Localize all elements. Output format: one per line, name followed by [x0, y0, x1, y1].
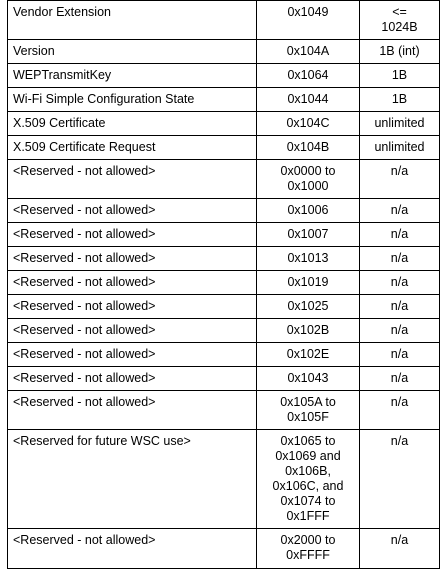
- attribute-name-cell: <Reserved - not allowed>: [8, 271, 257, 295]
- attribute-length-cell: n/a: [360, 391, 440, 430]
- attribute-name-cell: <Reserved - not allowed>: [8, 391, 257, 430]
- attribute-id-cell: 0x1006: [257, 199, 360, 223]
- attribute-length-cell: n/a: [360, 223, 440, 247]
- attribute-length-cell: 1B (int): [360, 40, 440, 64]
- attribute-name-cell: <Reserved - not allowed>: [8, 160, 257, 199]
- table-row: [8, 1, 440, 40]
- attribute-length-cell: n/a: [360, 271, 440, 295]
- attribute-id-cell: 0x104C: [257, 112, 360, 136]
- attribute-name-cell: <Reserved - not allowed>: [8, 247, 257, 271]
- attribute-name-cell: <Reserved - not allowed>: [8, 529, 257, 569]
- attribute-length-cell: n/a: [360, 199, 440, 223]
- attribute-length-cell: unlimited: [360, 112, 440, 136]
- attribute-length-cell: <= 1024B: [360, 1, 440, 40]
- attribute-id-cell: 0x1007: [257, 223, 360, 247]
- attribute-id-cell: 0x1025: [257, 295, 360, 319]
- attribute-table: [7, 0, 440, 569]
- attribute-length-cell: n/a: [360, 529, 440, 569]
- table-row: [8, 199, 440, 223]
- table-row: [8, 367, 440, 391]
- attribute-name-cell: Vendor Extension: [8, 1, 257, 40]
- table-row: [8, 430, 440, 529]
- attribute-id-cell: 0x1065 to 0x1069 and 0x106B, 0x106C, and 0x1074 to 0x1FFF: [257, 430, 360, 529]
- attribute-name-cell: <Reserved - not allowed>: [8, 295, 257, 319]
- attribute-length-cell: unlimited: [360, 136, 440, 160]
- attribute-id-cell: 0x1013: [257, 247, 360, 271]
- attribute-id-cell: 0x1019: [257, 271, 360, 295]
- attribute-length-cell: n/a: [360, 160, 440, 199]
- table-row: [8, 271, 440, 295]
- attribute-name-cell: WEPTransmitKey: [8, 64, 257, 88]
- table-row: [8, 247, 440, 271]
- attribute-length-cell: n/a: [360, 247, 440, 271]
- table-row: [8, 223, 440, 247]
- table-row: [8, 88, 440, 112]
- attribute-name-cell: <Reserved - not allowed>: [8, 199, 257, 223]
- attribute-name-cell: Version: [8, 40, 257, 64]
- table-row: [8, 136, 440, 160]
- attribute-id-cell: 0x105A to 0x105F: [257, 391, 360, 430]
- attribute-name-cell: <Reserved - not allowed>: [8, 223, 257, 247]
- attribute-id-cell: 0x104B: [257, 136, 360, 160]
- attribute-length-cell: n/a: [360, 319, 440, 343]
- table-row: [8, 40, 440, 64]
- attribute-length-cell: n/a: [360, 295, 440, 319]
- attribute-name-cell: <Reserved - not allowed>: [8, 367, 257, 391]
- attribute-length-cell: n/a: [360, 343, 440, 367]
- table-row: [8, 160, 440, 199]
- attribute-id-cell: 0x102B: [257, 319, 360, 343]
- attribute-name-cell: <Reserved - not allowed>: [8, 319, 257, 343]
- attribute-name-cell: <Reserved for future WSC use>: [8, 430, 257, 529]
- table-row: [8, 112, 440, 136]
- attribute-id-cell: 0x2000 to 0xFFFF: [257, 529, 360, 569]
- attribute-id-cell: 0x1044: [257, 88, 360, 112]
- attribute-length-cell: n/a: [360, 367, 440, 391]
- attribute-length-cell: n/a: [360, 430, 440, 529]
- attribute-length-cell: 1B: [360, 88, 440, 112]
- table-row: [8, 295, 440, 319]
- attribute-name-cell: X.509 Certificate: [8, 112, 257, 136]
- table-row: [8, 319, 440, 343]
- attribute-id-cell: 0x0000 to 0x1000: [257, 160, 360, 199]
- table-row: [8, 391, 440, 430]
- attribute-name-cell: X.509 Certificate Request: [8, 136, 257, 160]
- attribute-id-cell: 0x1043: [257, 367, 360, 391]
- attribute-name-cell: <Reserved - not allowed>: [8, 343, 257, 367]
- table-row: [8, 343, 440, 367]
- attribute-id-cell: 0x1049: [257, 1, 360, 40]
- attribute-table-body: [8, 1, 440, 569]
- attribute-id-cell: 0x104A: [257, 40, 360, 64]
- attribute-id-cell: 0x102E: [257, 343, 360, 367]
- attribute-length-cell: 1B: [360, 64, 440, 88]
- table-row: [8, 64, 440, 88]
- table-row: [8, 529, 440, 569]
- attribute-id-cell: 0x1064: [257, 64, 360, 88]
- attribute-name-cell: Wi-Fi Simple Configuration State: [8, 88, 257, 112]
